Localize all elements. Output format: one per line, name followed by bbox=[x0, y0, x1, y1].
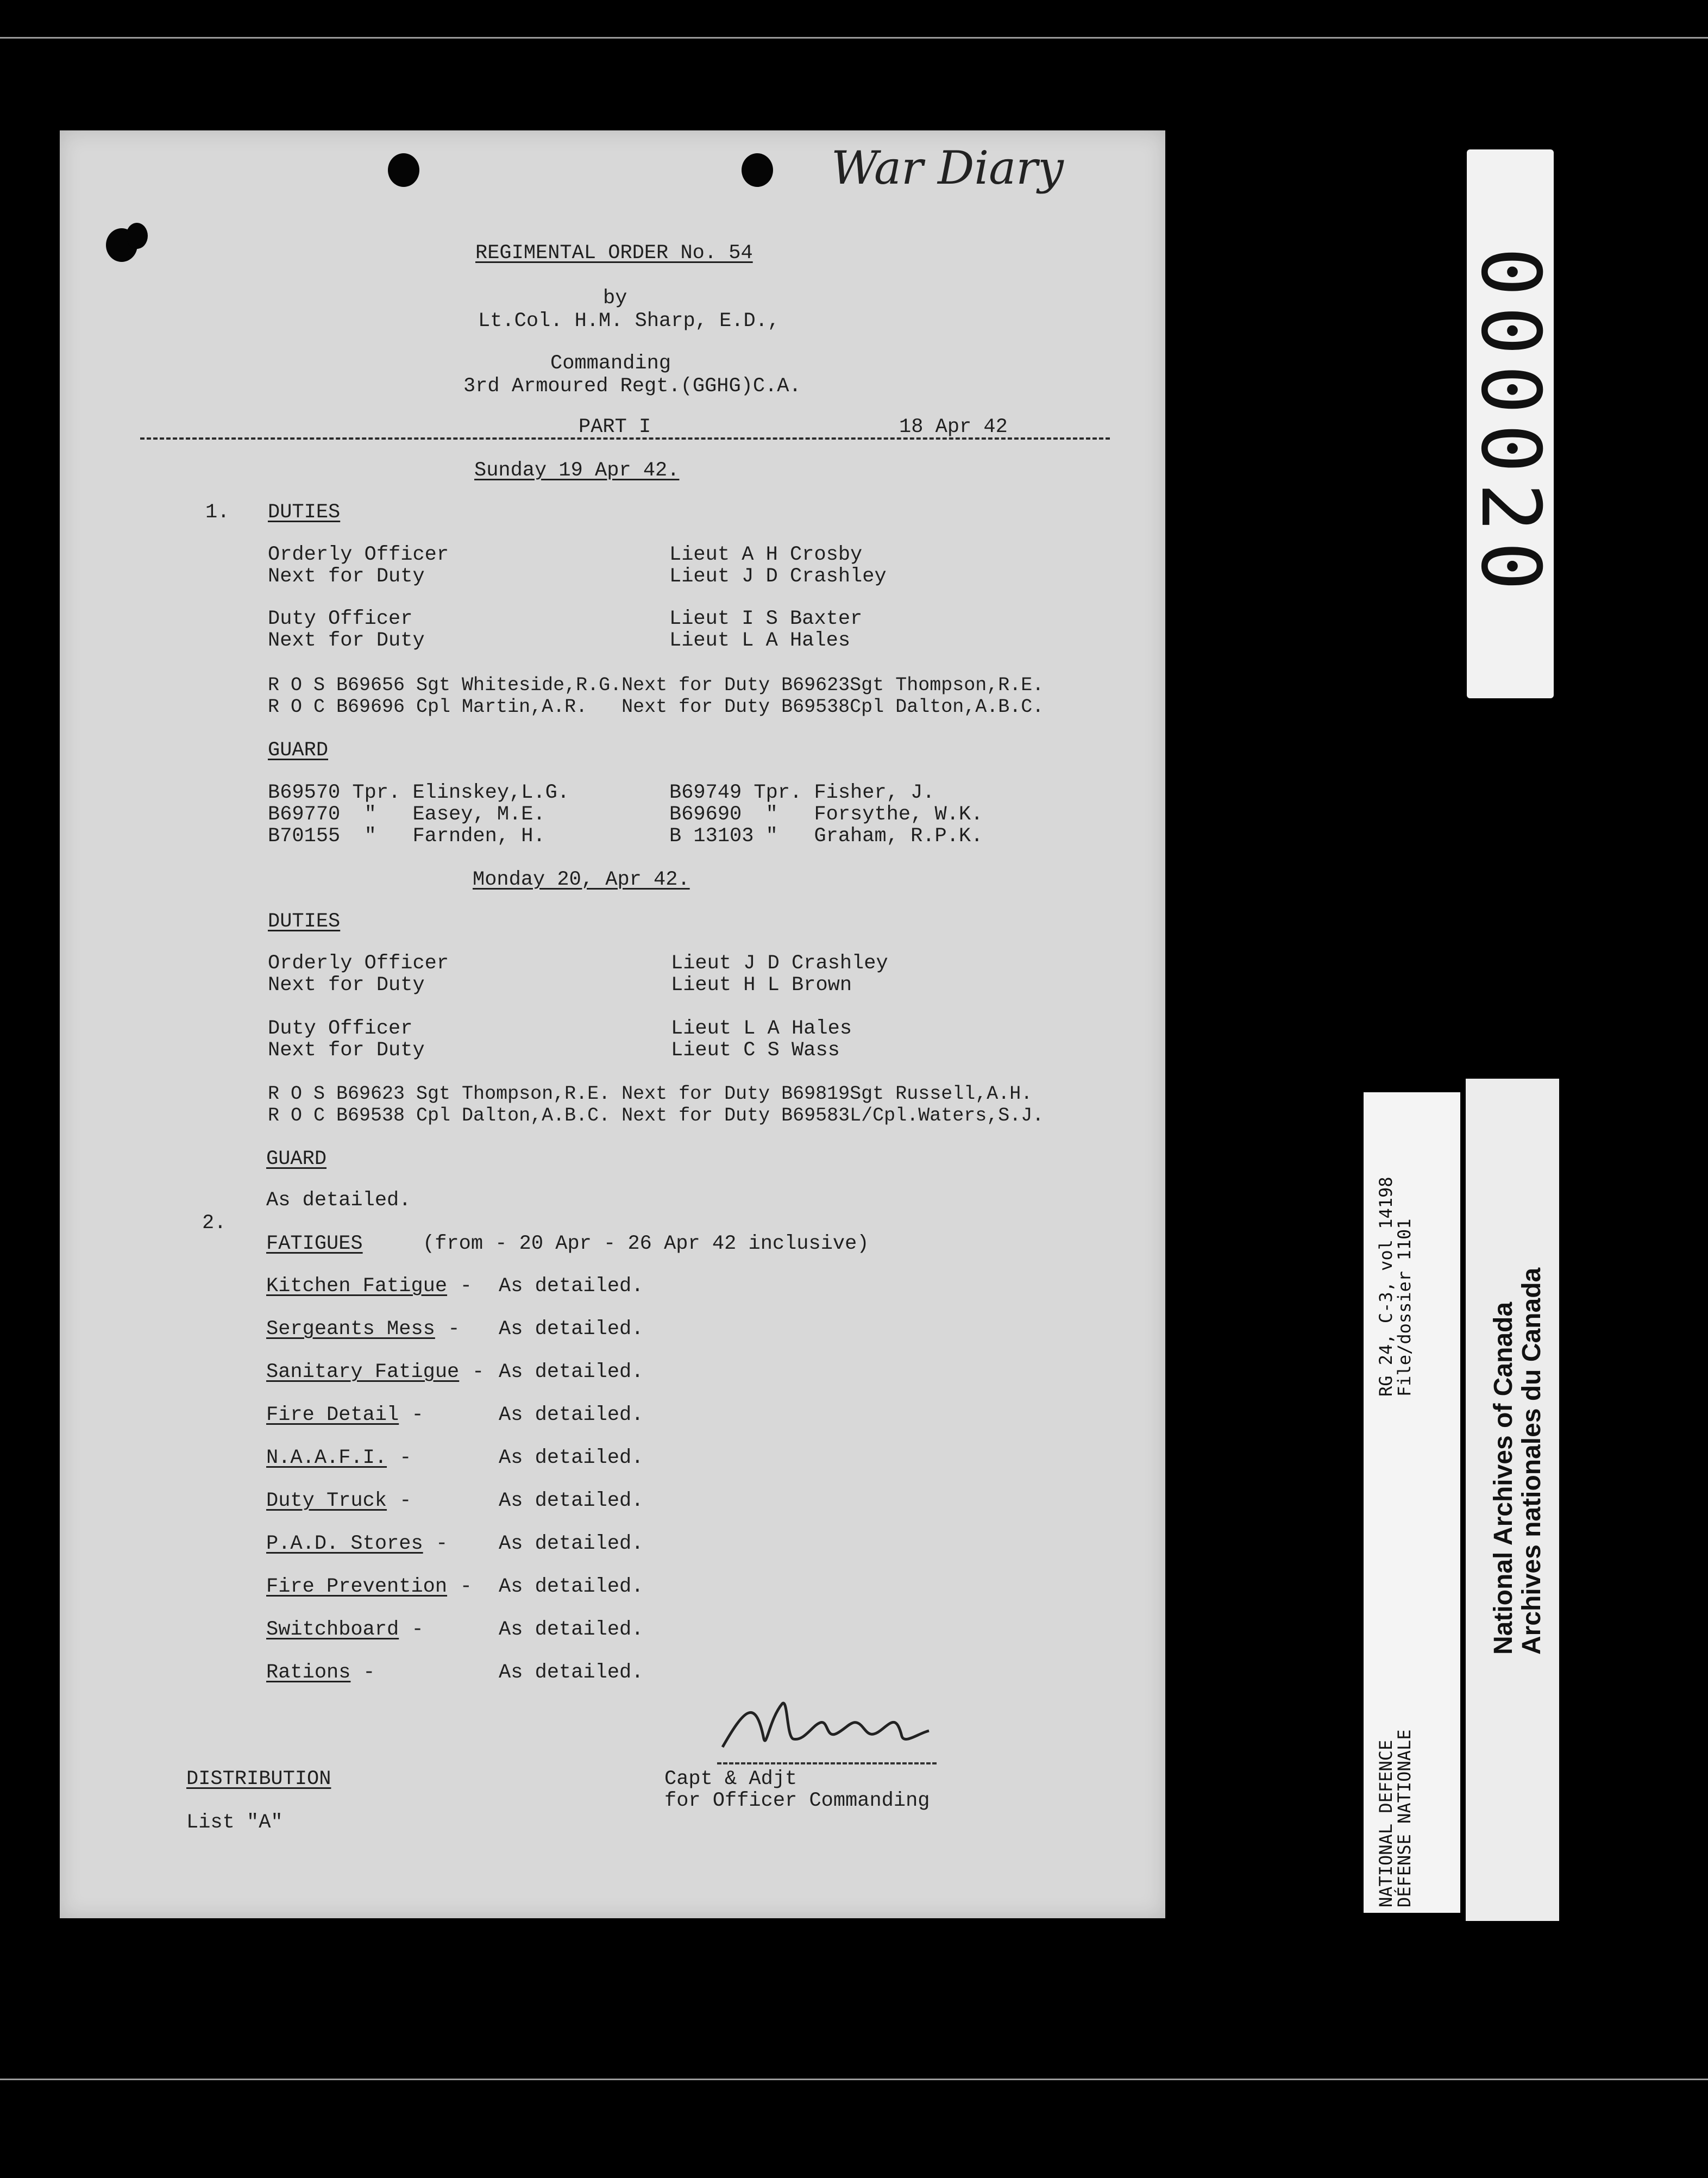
fatigue-separator: - bbox=[351, 1661, 375, 1684]
next-for-duty-label: Next for Duty bbox=[268, 974, 425, 997]
fatigue-value: As detailed. bbox=[499, 1318, 644, 1341]
duty-officer-value: Lieut I S Baxter bbox=[669, 608, 863, 630]
archives-name-en: National Archives of Canada bbox=[1489, 1301, 1518, 1655]
roc-line: R O C B69538 Cpl Dalton,A.B.C. Next for Duty B69583L/Cpl.Waters,S.J. bbox=[268, 1105, 1044, 1126]
guard-entry: B69749 Tpr. Fisher, J. bbox=[669, 781, 935, 804]
next-for-duty-label: Next for Duty bbox=[268, 1039, 425, 1062]
punch-hole bbox=[742, 153, 773, 187]
frame-number-strip bbox=[1463, 149, 1558, 698]
fatigue-name: P.A.D. Stores bbox=[266, 1532, 423, 1555]
orderly-officer-label: Orderly Officer bbox=[268, 952, 449, 975]
fatigue-separator: - bbox=[448, 1275, 472, 1298]
duty-officer-label: Duty Officer bbox=[268, 1017, 413, 1040]
fatigues-label: FATIGUES bbox=[266, 1232, 363, 1255]
film-border-bottom bbox=[0, 2079, 1708, 2080]
guard-entry: B69690 " Forsythe, W.K. bbox=[669, 803, 983, 826]
for-officer-commanding: for Officer Commanding bbox=[664, 1789, 930, 1812]
section-number: 1. bbox=[205, 501, 230, 524]
fatigue-separator: - bbox=[387, 1447, 412, 1469]
duties-label: DUTIES bbox=[268, 501, 341, 524]
next-for-duty-value: Lieut C S Wass bbox=[671, 1039, 840, 1062]
fatigue-separator: - bbox=[436, 1318, 460, 1341]
next-for-duty-label: Next for Duty bbox=[268, 629, 425, 652]
fatigue-separator: - bbox=[399, 1618, 424, 1641]
guard-detail: As detailed. bbox=[266, 1189, 411, 1212]
fatigue-value: As detailed. bbox=[499, 1575, 644, 1598]
fatigue-value: As detailed. bbox=[499, 1447, 644, 1469]
orderly-officer-value: Lieut J D Crashley bbox=[671, 952, 888, 975]
ros-line: R O S B69623 Sgt Thompson,R.E. Next for Duty B69819Sgt Russell,A.H. bbox=[268, 1083, 1033, 1105]
next-for-duty-value: Lieut J D Crashley bbox=[669, 565, 887, 588]
document-page bbox=[60, 130, 1165, 1918]
fatigue-name: N.A.A.F.I. bbox=[266, 1447, 387, 1469]
film-border-top bbox=[0, 37, 1708, 39]
duties-label: DUTIES bbox=[268, 910, 341, 933]
handwritten-note: War Diary bbox=[831, 141, 1064, 195]
guard-label: GUARD bbox=[266, 1148, 327, 1171]
guard-label: GUARD bbox=[268, 739, 329, 762]
fatigue-separator: - bbox=[387, 1489, 412, 1512]
roc-line: R O C B69696 Cpl Martin,A.R. Next for Duty B69538Cpl Dalton,A.B.C. bbox=[268, 696, 1044, 718]
duty-officer-label: Duty Officer bbox=[268, 608, 413, 630]
order-title: REGIMENTAL ORDER No. 54 bbox=[475, 242, 753, 265]
orderly-officer-label: Orderly Officer bbox=[268, 543, 449, 566]
order-date: 18 Apr 42 bbox=[899, 416, 1008, 439]
orderly-officer-value: Lieut A H Crosby bbox=[669, 543, 863, 566]
fatigue-separator: - bbox=[460, 1361, 485, 1384]
ros-line: R O S B69656 Sgt Whiteside,R.G.Next for Duty B69623Sgt Thompson,R.E. bbox=[268, 674, 1044, 696]
capt-adjt-label: Capt & Adjt bbox=[664, 1768, 798, 1791]
section-number: 2. bbox=[202, 1212, 227, 1235]
by-label: by bbox=[603, 287, 627, 310]
part-label: PART I bbox=[579, 416, 651, 439]
fatigue-separator: - bbox=[448, 1575, 472, 1598]
guard-entry: B69570 Tpr. Elinskey,L.G. bbox=[268, 781, 570, 804]
divider bbox=[140, 437, 1110, 440]
next-for-duty-label: Next for Duty bbox=[268, 565, 425, 588]
fatigue-separator: - bbox=[399, 1404, 424, 1426]
guard-entry: B 13103 " Graham, R.P.K. bbox=[669, 825, 983, 848]
fatigue-value: As detailed. bbox=[499, 1404, 644, 1426]
sunday-heading: Sunday 19 Apr 42. bbox=[474, 459, 680, 482]
punch-hole bbox=[388, 153, 419, 187]
distribution-label: DISTRIBUTION bbox=[186, 1768, 331, 1791]
commanding-label: Commanding bbox=[550, 352, 671, 375]
archives-canada-label bbox=[1466, 1079, 1559, 1921]
unit-name: 3rd Armoured Regt.(GGHG)C.A. bbox=[463, 375, 801, 398]
distribution-list: List "A" bbox=[186, 1811, 283, 1834]
fatigue-name: Fire Detail bbox=[266, 1404, 399, 1426]
archive-file: File/dossier 1101 bbox=[1394, 1218, 1415, 1397]
fatigue-name: Rations bbox=[266, 1661, 351, 1684]
fatigue-separator: - bbox=[423, 1532, 448, 1555]
fatigue-name: Fire Prevention bbox=[266, 1575, 448, 1598]
fatigue-name: Duty Truck bbox=[266, 1489, 387, 1512]
guard-entry: B69770 " Easey, M.E. bbox=[268, 803, 545, 826]
fatigue-value: As detailed. bbox=[499, 1361, 644, 1384]
fatigues-period: (from - 20 Apr - 26 Apr 42 inclusive) bbox=[423, 1232, 869, 1255]
fatigue-value: As detailed. bbox=[499, 1661, 644, 1684]
dept-fr: DÉFENSE NATIONALE bbox=[1394, 1729, 1415, 1907]
punch-hole bbox=[126, 223, 148, 249]
monday-heading: Monday 20, Apr 42. bbox=[473, 868, 690, 891]
fatigue-name: Switchboard bbox=[266, 1618, 399, 1641]
dept-en: NATIONAL DEFENCE bbox=[1376, 1739, 1396, 1907]
duty-officer-value: Lieut L A Hales bbox=[671, 1017, 852, 1040]
guard-entry: B70155 " Farnden, H. bbox=[268, 825, 545, 848]
next-for-duty-value: Lieut H L Brown bbox=[671, 974, 852, 997]
fatigue-value: As detailed. bbox=[499, 1532, 644, 1555]
fatigue-value: As detailed. bbox=[499, 1489, 644, 1512]
fatigue-name: Kitchen Fatigue bbox=[266, 1275, 448, 1298]
fatigue-name: Sanitary Fatigue bbox=[266, 1361, 460, 1384]
next-for-duty-value: Lieut L A Hales bbox=[669, 629, 851, 652]
archive-reference: RG 24, C-3, vol 14198 bbox=[1376, 1176, 1396, 1397]
fatigue-value: As detailed. bbox=[499, 1618, 644, 1641]
signature bbox=[712, 1687, 940, 1769]
fatigue-name: Sergeants Mess bbox=[266, 1318, 435, 1341]
archives-name-fr: Archives nationales du Canada bbox=[1517, 1267, 1546, 1655]
frame-number: 000020 bbox=[1463, 247, 1558, 600]
archive-reference-label bbox=[1364, 1092, 1460, 1913]
fatigue-value: As detailed. bbox=[499, 1275, 644, 1298]
commanding-officer-name: Lt.Col. H.M. Sharp, E.D., bbox=[478, 310, 780, 333]
